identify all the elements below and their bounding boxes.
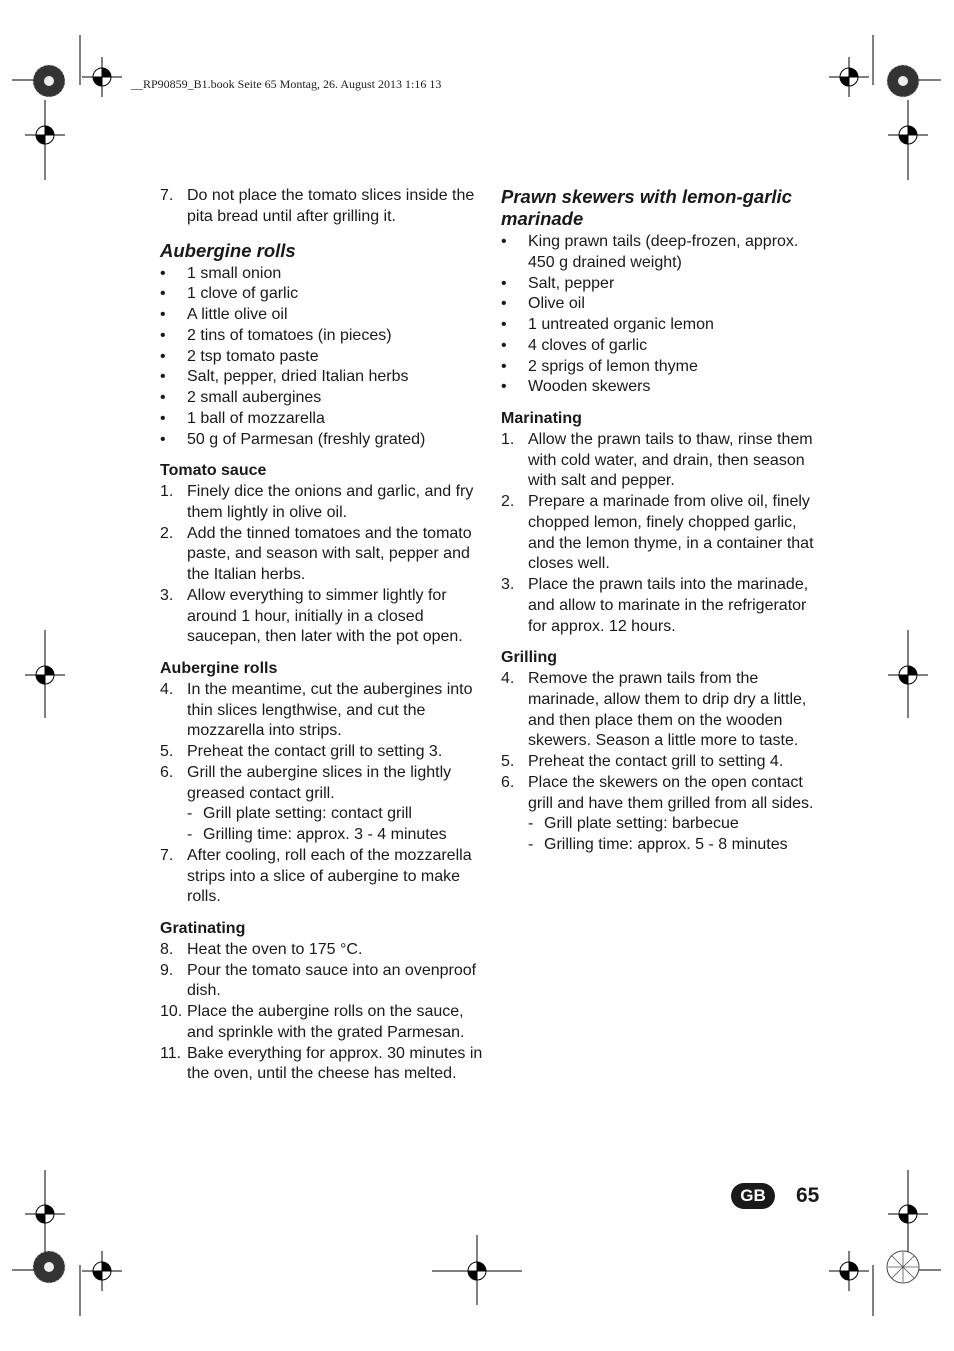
step-item: [501, 752, 826, 773]
step-item: [160, 186, 484, 228]
ingredient-text: 1 clove of garlic: [187, 285, 299, 303]
step-number: 11.: [160, 1044, 182, 1062]
list-item: [160, 409, 484, 430]
step-item: [501, 492, 826, 575]
bullet-icon: •: [160, 285, 166, 303]
ingredient-text: 2 tins of tomatoes (in pieces): [187, 326, 392, 344]
step-number: 4.: [160, 680, 174, 698]
step-text: Pour the tomato sauce into an ovenproof dish.: [187, 961, 477, 1000]
ingredient-list: [160, 264, 484, 451]
sub-item-text: Grill plate setting: contact grill: [203, 805, 412, 823]
step-text: Preheat the contact grill to setting 3.: [187, 743, 443, 760]
language-badge: GB: [731, 1183, 775, 1209]
bullet-icon: •: [501, 336, 507, 354]
ingredient-text: Salt, pepper, dried Italian herbs: [187, 368, 409, 386]
step-item: [160, 940, 484, 961]
ingredient-text: A little olive oil: [187, 306, 288, 323]
step-text: Do not place the tomato slices inside the pita bread until after grilling it.: [187, 187, 475, 225]
bullet-icon: •: [501, 233, 507, 250]
step-text: Place the skewers on the open contact grill and have them grilled from all sides.: [528, 773, 814, 812]
list-item: [501, 357, 826, 378]
subheading-grilling: Grilling: [501, 649, 557, 667]
step-text: Place the prawn tails into the marinade, and allow to marinate in the refrigerator for approx. 12 hours.: [528, 576, 809, 635]
bullet-icon: •: [160, 347, 166, 365]
sub-item: [501, 814, 826, 835]
ingredient-text: 50 g of Parmesan (freshly grated): [187, 430, 426, 448]
registration-crosshair-icon: [82, 57, 122, 97]
subheading-gratinating: Gratinating: [160, 920, 246, 937]
list-item: [160, 264, 484, 285]
ingredient-text: Salt, pepper: [528, 274, 615, 292]
bullet-icon: •: [160, 389, 166, 406]
step-text: Add the tinned tomatoes and the tomato paste, and season with salt, pepper and the Italian herbs.: [187, 524, 472, 583]
section-heading-aubergine-rolls: Aubergine rolls: [160, 239, 296, 261]
list-item: [501, 232, 826, 274]
list-item: [501, 315, 826, 336]
subheading-tomato-sauce: Tomato sauce: [160, 462, 267, 480]
dash-icon: -: [187, 805, 193, 823]
step-item: [160, 1002, 484, 1044]
step-text: In the meantime, cut the aubergines into thin slices lengthwise, and cut the mozzarella into strips.: [187, 680, 473, 740]
sub-item: [160, 825, 484, 846]
subheading-aubergine-rolls: Aubergine rolls: [160, 660, 278, 677]
step-text: Bake everything for approx. 30 minutes in the oven, until the cheese has melted.: [187, 1044, 483, 1083]
step-number: 1.: [160, 483, 174, 500]
step-text: After cooling, roll each of the mozzarella strips into a slice of aubergine to make rolls.: [187, 846, 472, 906]
list-item: [501, 377, 826, 398]
registration-crosshair-icon: [829, 57, 869, 97]
ingredient-text: 2 small aubergines: [187, 389, 322, 406]
step-item: [501, 773, 826, 815]
step-number: 5.: [160, 743, 174, 760]
ingredient-list: [501, 232, 826, 398]
step-item: [501, 430, 826, 492]
bullet-icon: •: [160, 430, 166, 448]
list-item: [160, 284, 484, 305]
step-item: [160, 524, 484, 586]
dash-icon: -: [528, 815, 534, 833]
step-item: [160, 482, 484, 524]
ingredient-text: 1 small onion: [187, 264, 282, 282]
bullet-icon: •: [501, 295, 507, 313]
step-number: 2.: [160, 524, 174, 542]
step-number: 7.: [160, 187, 174, 204]
step-text: Allow the prawn tails to thaw, rinse them with cold water, and drain, then season with salt and pepper.: [528, 430, 813, 490]
ingredient-text: King prawn tails (deep-frozen, approx. 450 g drained weight): [528, 233, 799, 271]
step-item: [160, 961, 484, 1003]
step-number: 7.: [160, 846, 174, 864]
step-number: 8.: [160, 940, 174, 958]
starburst-target-icon: [886, 1250, 920, 1284]
step-text: Remove the prawn tails from the marinade, allow them to drip dry a little, and then place them on the wooden skewers. Season a little more to taste.: [528, 670, 807, 750]
ingredient-text: 1 untreated organic lemon: [528, 316, 714, 333]
list-item: [160, 326, 484, 347]
print-file-info: __RP90859_B1.book Seite 65 Montag, 26. August 2013 1:16 13: [131, 77, 442, 91]
step-item: [501, 575, 826, 637]
step-text: Prepare a marinade from olive oil, finely chopped lemon, finely chopped garlic, and the lemon thyme, in a container that closes well.: [528, 493, 814, 573]
step-number: 10.: [160, 1003, 183, 1020]
bullet-icon: •: [501, 274, 507, 292]
list-item: [501, 294, 826, 315]
registration-crosshair-icon: [25, 655, 65, 695]
step-number: 9.: [160, 961, 174, 979]
ingredient-text: 1 ball of mozzarella: [187, 409, 325, 427]
starburst-target-icon: [32, 1250, 66, 1284]
step-text: Allow everything to simmer lightly for around 1 hour, initially in a closed saucepan, then later with the pot open.: [187, 586, 463, 646]
step-item: [160, 846, 484, 908]
registration-crosshair-icon: [829, 1251, 869, 1291]
sub-item-text: Grill plate setting: barbecue: [544, 815, 739, 833]
step-number: 1.: [501, 430, 515, 448]
registration-crosshair-icon: [82, 1251, 122, 1291]
sub-item-text: Grilling time: approx. 5 - 8 minutes: [544, 836, 788, 853]
dash-icon: -: [528, 836, 534, 853]
ingredient-text: 2 sprigs of lemon thyme: [528, 357, 698, 375]
left-column: [160, 186, 484, 1085]
bullet-icon: •: [501, 357, 507, 375]
bullet-icon: •: [501, 316, 507, 333]
step-number: 5.: [501, 753, 515, 770]
step-number: 6.: [160, 763, 174, 781]
section-heading-prawn-skewers: Prawn skewers with lemon-garlic marinade: [501, 186, 792, 229]
bullet-icon: •: [501, 378, 507, 396]
subheading-marinating: Marinating: [501, 410, 582, 427]
bullet-icon: •: [160, 264, 166, 282]
step-item: [160, 1044, 484, 1086]
step-text: Place the aubergine rolls on the sauce, and sprinkle with the grated Parmesan.: [187, 1003, 465, 1041]
list-item: [160, 347, 484, 368]
step-number: 6.: [501, 773, 515, 791]
ingredient-text: Olive oil: [528, 295, 585, 313]
sub-item: [160, 804, 484, 825]
sub-item-text: Grilling time: approx. 3 - 4 minutes: [203, 826, 447, 843]
sub-item: [501, 835, 826, 856]
bullet-icon: •: [160, 326, 166, 344]
ingredient-text: 4 cloves of garlic: [528, 336, 648, 354]
step-item: [501, 669, 826, 752]
page-number: 65: [796, 1184, 820, 1207]
list-item: [160, 305, 484, 326]
registration-crosshair-icon: [888, 655, 928, 695]
registration-crosshair-icon: [432, 1235, 522, 1305]
step-item: [160, 763, 484, 805]
ingredient-text: 2 tsp tomato paste: [187, 347, 319, 365]
step-text: Grill the aubergine slices in the lightly greased contact grill.: [187, 763, 452, 802]
right-column: [501, 186, 826, 856]
step-number: 4.: [501, 670, 515, 687]
registration-crosshair-icon: [888, 1194, 928, 1234]
bullet-icon: •: [160, 306, 166, 323]
starburst-target-icon: [886, 64, 920, 98]
step-item: [160, 680, 484, 742]
step-text: Heat the oven to 175 °C.: [187, 940, 363, 958]
bullet-icon: •: [160, 409, 166, 427]
step-number: 2.: [501, 493, 515, 510]
starburst-target-icon: [32, 64, 66, 98]
bullet-icon: •: [160, 368, 166, 386]
registration-crosshair-icon: [888, 115, 928, 155]
step-item: [160, 742, 484, 763]
dash-icon: -: [187, 826, 193, 843]
step-text: Finely dice the onions and garlic, and fry them lightly in olive oil.: [187, 483, 474, 521]
step-text: Preheat the contact grill to setting 4.: [528, 753, 784, 770]
registration-crosshair-icon: [25, 1194, 65, 1234]
list-item: [501, 336, 826, 357]
registration-crosshair-icon: [25, 115, 65, 155]
step-number: 3.: [160, 586, 174, 604]
list-item: [160, 388, 484, 409]
list-item: [160, 367, 484, 388]
step-number: 3.: [501, 576, 515, 593]
ingredient-text: Wooden skewers: [528, 378, 651, 396]
step-item: [160, 586, 484, 648]
list-item: [160, 430, 484, 451]
list-item: [501, 274, 826, 295]
